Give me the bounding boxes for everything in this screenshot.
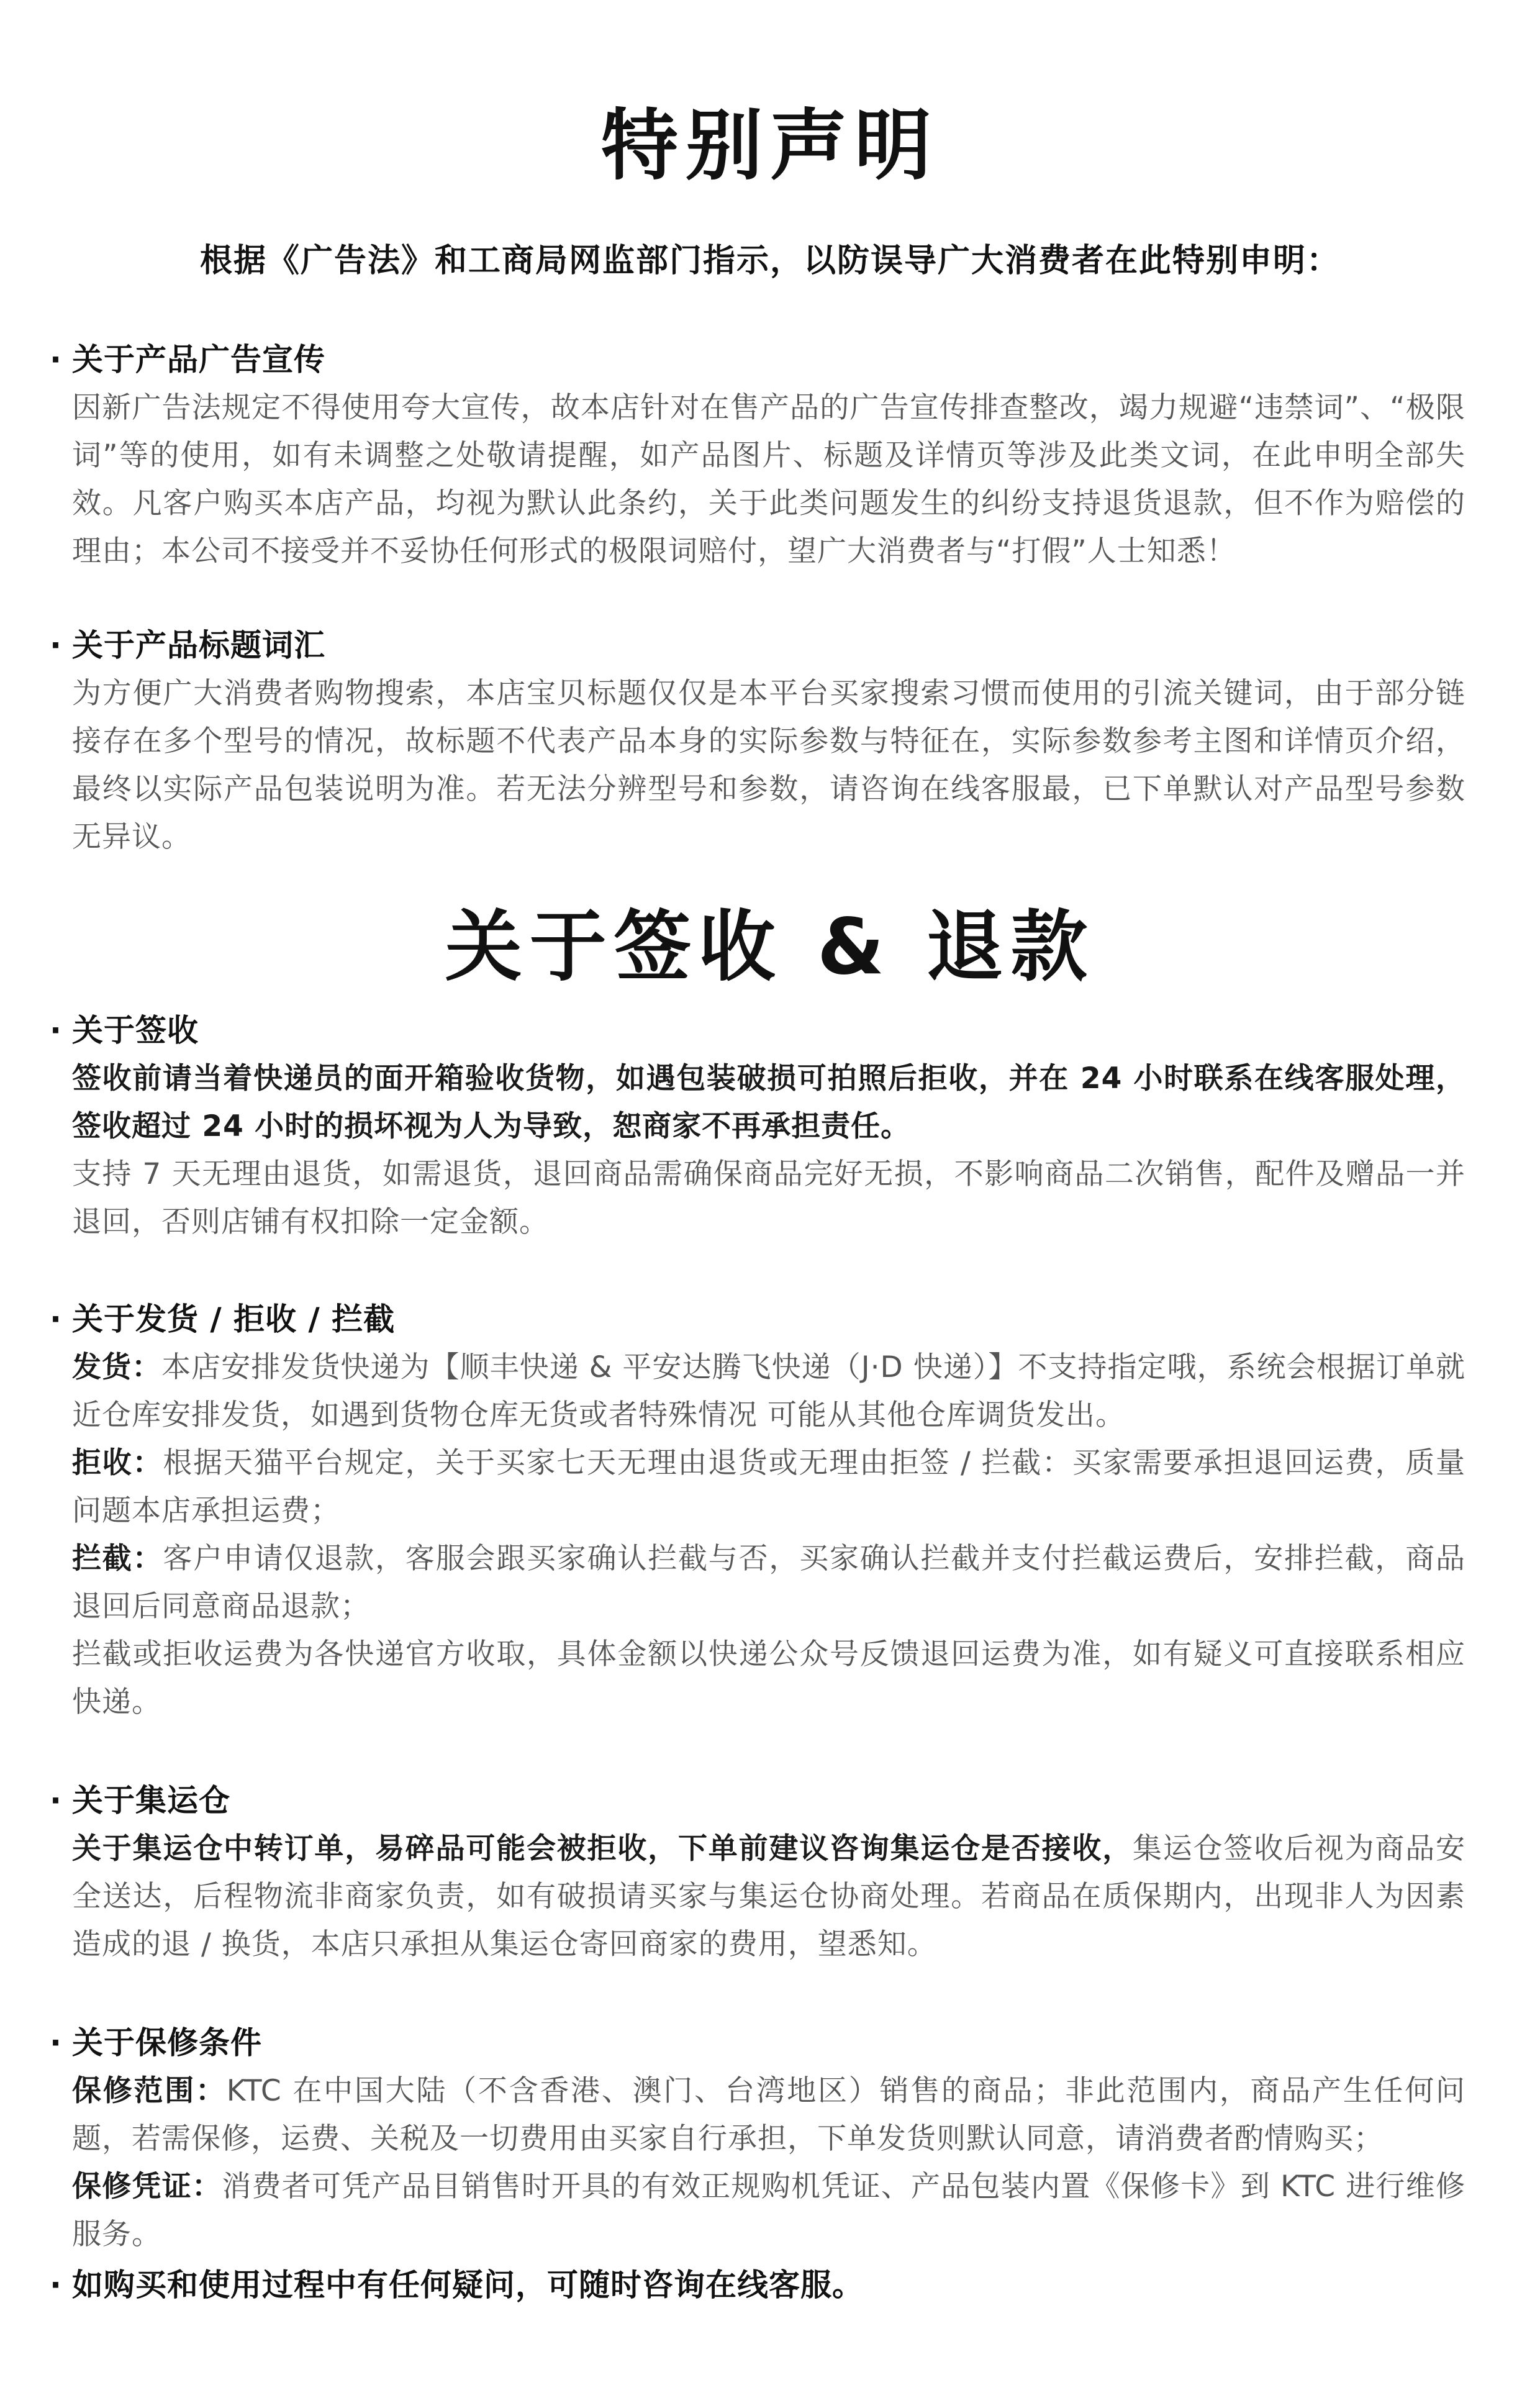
shipping-paragraph — [72, 1343, 1465, 1439]
return-policy-text: 支持 7 天无理由退货，如需退货，退回商品需确保商品完好无损，不影响商品二次销售，配件及赠品一并退回，否则店铺有权扣除一定金额。 — [72, 1157, 1465, 1239]
section-receipt — [50, 1006, 1465, 1246]
shipping-label: 发货： — [72, 1350, 162, 1384]
shipping-text: 本店安排发货快递为【顺丰快递 & 平安达腾飞快递（J·D 快递）】不支持指定哦，系统会根据订单就近仓库安排发货，如遇到货物仓库无货或者特殊情况 可能从其他仓库调货发出。 — [72, 1350, 1465, 1432]
section-heading: 关于集运仓 — [72, 1783, 230, 1819]
bullet-dot: · — [50, 1012, 62, 1048]
warranty-proof-label: 保修凭证： — [72, 2169, 222, 2204]
section-footer — [50, 2261, 1465, 2309]
reject-text: 根据天猫平台规定，关于买家七天无理由退货或无理由拒签 / 拦截：买家需要承担退回运费，质量问题本店承担运费； — [72, 1446, 1466, 1528]
warranty-proof-paragraph — [72, 2163, 1465, 2258]
section-heading: 关于签收 — [72, 1012, 199, 1048]
page-title: 特别声明 — [600, 101, 939, 191]
warranty-scope-label: 保修范围： — [72, 2074, 227, 2108]
consolidation-warning: 关于集运仓中转订单，易碎品可能会被拒收，下单前建议咨询集运仓是否接收， — [72, 1832, 1133, 1866]
intercept-text: 客户申请仅退款，客服会跟买家确认拦截与否，买家确认拦截并支付拦截运费后，安排拦截，商品退回后同意商品退款； — [72, 1542, 1466, 1624]
consolidation-paragraph — [72, 1825, 1465, 1968]
section-text: 因新广告法规定不得使用夸大宣传，故本店针对在售产品的广告宣传排查整改，竭力规避“违禁词”、“极限词”等的使用，如有未调整之处敬请提醒，如产品图片、标题及详情页等涉及此类文词，在此申明全部失效。凡客户购买本店产品，均视为默认此条约，关于此类问题发生的纠纷支持退货退款，但不作为赔偿的理由；本公司不接受并不妥协任何形式的极限词赔付，望广大消费者与“打假”人士知悉！ — [72, 391, 1465, 568]
section-heading: 关于发货 / 拒收 / 拦截 — [72, 1301, 396, 1337]
section-shipping — [50, 1295, 1465, 1726]
section-ad-promotion — [50, 335, 1465, 575]
section-consolidation — [50, 1776, 1465, 1968]
warranty-scope-text: KTC 在中国大陆（不含香港、澳门、台湾地区）销售的商品；非此范围内，商品产生任何问题，若需保修，运费、关税及一切费用由买家自行承担，下单发货则默认同意，请消费者酌情购买； — [72, 2074, 1465, 2156]
section-heading: 关于产品标题词汇 — [72, 627, 325, 663]
receipt-refund-title: 关于签收 & 退款 — [445, 902, 1095, 992]
intercept-paragraph — [72, 1535, 1465, 1630]
section-text: 为方便广大消费者购物搜索，本店宝贝标题仅仅是本平台买家搜索习惯而使用的引流关键词，由于部分链接存在多个型号的情况，故标题不代表产品本身的实际参数与特征在，实际参数参考主图和详情页介绍，最终以实际产品包装说明为准。若无法分辨型号和参数，请咨询在线客服最，已下单默认对产品型号参数无异议。 — [72, 676, 1465, 854]
bullet-dot: · — [50, 342, 62, 378]
section-warranty — [50, 2019, 1465, 2258]
bullet-dot: · — [50, 2267, 62, 2303]
bullet-dot: · — [50, 1301, 62, 1337]
footer-note: 如购买和使用过程中有任何疑问，可随时咨询在线客服。 — [72, 2267, 864, 2303]
bullet-dot: · — [50, 627, 62, 663]
reject-paragraph — [72, 1439, 1465, 1535]
fee-text: 拦截或拒收运费为各快递官方收取，具体金额以快递公众号反馈退回运费为准，如有疑义可直接联系相应快递。 — [72, 1637, 1465, 1719]
reject-label: 拒收： — [72, 1446, 163, 1480]
consolidation-text: 集运仓签收后视为商品安全送达，后程物流非商家负责，如有破损请买家与集运仓协商处理。若商品在质保期内，出现非人为因素造成的退 / 换货，本店只承担从集运仓寄回商家的费用，望悉知。 — [72, 1832, 1465, 1961]
section-title-keywords — [50, 621, 1465, 861]
warranty-proof-text: 消费者可凭产品目销售时开具的有效正规购机凭证、产品包装内置《保修卡》到 KTC 进行维修服务。 — [72, 2169, 1466, 2251]
intercept-label: 拦截： — [72, 1542, 163, 1576]
section-heading: 关于保修条件 — [72, 2025, 262, 2061]
bullet-dot: · — [50, 1783, 62, 1819]
section-heading: 关于产品广告宣传 — [72, 342, 325, 378]
warranty-scope-paragraph — [72, 2067, 1465, 2163]
receipt-warning: 签收前请当着快递员的面开箱验收货物，如遇包装破损可拍照后拒收，并在 24 小时联系在线客服处理，签收超过 24 小时的损坏视为人为导致，恕商家不再承担责任。 — [72, 1061, 1465, 1143]
intro-statement: 根据《广告法》和工商局网监部门指示，以防误导广大消费者在此特别申明： — [199, 242, 1340, 279]
bullet-dot: · — [50, 2025, 62, 2061]
